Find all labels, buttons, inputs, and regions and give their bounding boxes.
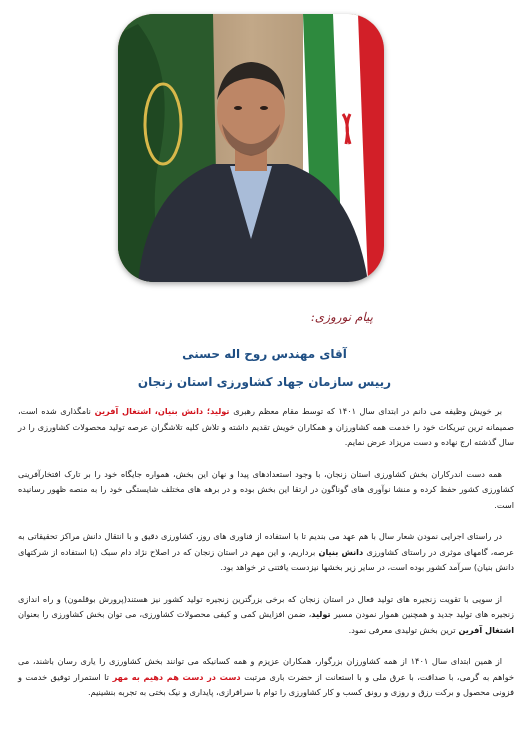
- paragraph-4-text-e: ترین بخش تولیدی معرفی نمود.: [348, 624, 456, 635]
- paragraph-4: [18, 592, 514, 639]
- portrait-photo: [118, 14, 384, 282]
- paragraph-1-text-a: بر خویش وظیفه می دانم در ابتدای سال ۱۴۰۱ که توسط مقام معظم رهبری: [233, 406, 502, 416]
- paragraph-5: [18, 654, 514, 701]
- paragraph-5-highlight: دست در دست هم دهیم به مهر: [108, 671, 245, 682]
- paragraph-4-bold-a: تولید: [311, 609, 334, 619]
- paragraph-1-text-c: نامگذاری شده است، صمیمانه ترین تبریکات خود را خدمت همه کشاورزان و همکاران خویش تقدیم داشته و تلاش کلیه تلاشگران عرصه تولید محصولات کشاورزی را در سال گذشته ارج نهاده و دست مریزاد عرض نمایم.: [18, 406, 514, 447]
- paragraph-3-bold: دانش بنیان: [315, 546, 367, 557]
- paragraph-4-bold-b: اشتغال آفرین: [455, 624, 514, 635]
- paragraph-2: [18, 467, 514, 514]
- year-slogan: تولید؛ دانش بنیان، اشتغال آفرین: [90, 406, 234, 416]
- greeting-heading: پیام نوروزی:: [310, 310, 373, 324]
- paragraph-1: [18, 404, 514, 451]
- paragraph-3-text-c: برداریم، و این مهم در استان زنجان که در اصلاح نژاد دام سبک (با استفاده از شرکتهای دانش بنیان) سرآمد کشور بوده است، در سایر زیر بخشها نیزدست یافتنی تر خواهد بود.: [18, 546, 514, 572]
- paragraph-3: [18, 529, 514, 576]
- paragraph-4-text-a: از سویی با تقویت زنجیره های تولید فعال در استان زنجان که برخی بزرگترین زنجیره تولید کشور نیز هستند(پرورش بوقلمون) و راه اندازی زنجیره های تولید جدید و همچنین هموار نمودن مسیر: [18, 593, 514, 619]
- paragraph-5-text-c: تا استمرار توفیق خدمت و فزونی محصول و برکت رزق و روزی و رونق کسب و کار کشاورزی را توام با سرافرازی، پایداری و نیک بختی به تجربه بنشینیم.: [18, 671, 514, 697]
- paragraph-2-text: همه دست اندرکاران بخش کشاورزی استان زنجان، با وجود استعدادهای پیدا و نهان این بخش، همواره جایگاه خود را بر تارک افتخارآفرینی کشاورزی کشور حفظ کرده و منشا نوآوری های گوناگون در ارتقا این بخش بوده و در برهه های مختلف شایستگی خود را به منصه ظهور رسانیده است.: [18, 468, 514, 510]
- paragraph-5-text-a: از همین ابتدای سال ۱۴۰۱ از همه کشاورزان بزرگوار، همکاران عزیزم و همه کسانیکه می توانند بخش کشاورزی را یاری رسان باشند، می خواهم به گرمی، با صداقت، با عرق ملی و با استعانت از حضرت باری مرتبت: [18, 656, 515, 682]
- paragraph-3-text-a: در راستای اجرایی نمودن شعار سال با هم عهد می بندیم تا با استفاده از فناوری های روز، کشاورزی دقیق و با انتقال دانش مراکز تحقیقاتی به عرصه، گامهای موثری در راستای کشاورزی: [18, 531, 515, 557]
- paragraph-4-text-c: ، ضمن افزایش کمی و کیفی محصولات کشاورزی، می توان بخش کشاورزی را بعنوان: [18, 609, 312, 619]
- person-title: آقای مهندس روح اله حسنی: [182, 347, 347, 361]
- message-body: [18, 404, 514, 717]
- organization-title: رییس سازمان جهاد کشاورزی استان زنجان: [137, 375, 392, 389]
- portrait-illustration: [118, 14, 384, 282]
